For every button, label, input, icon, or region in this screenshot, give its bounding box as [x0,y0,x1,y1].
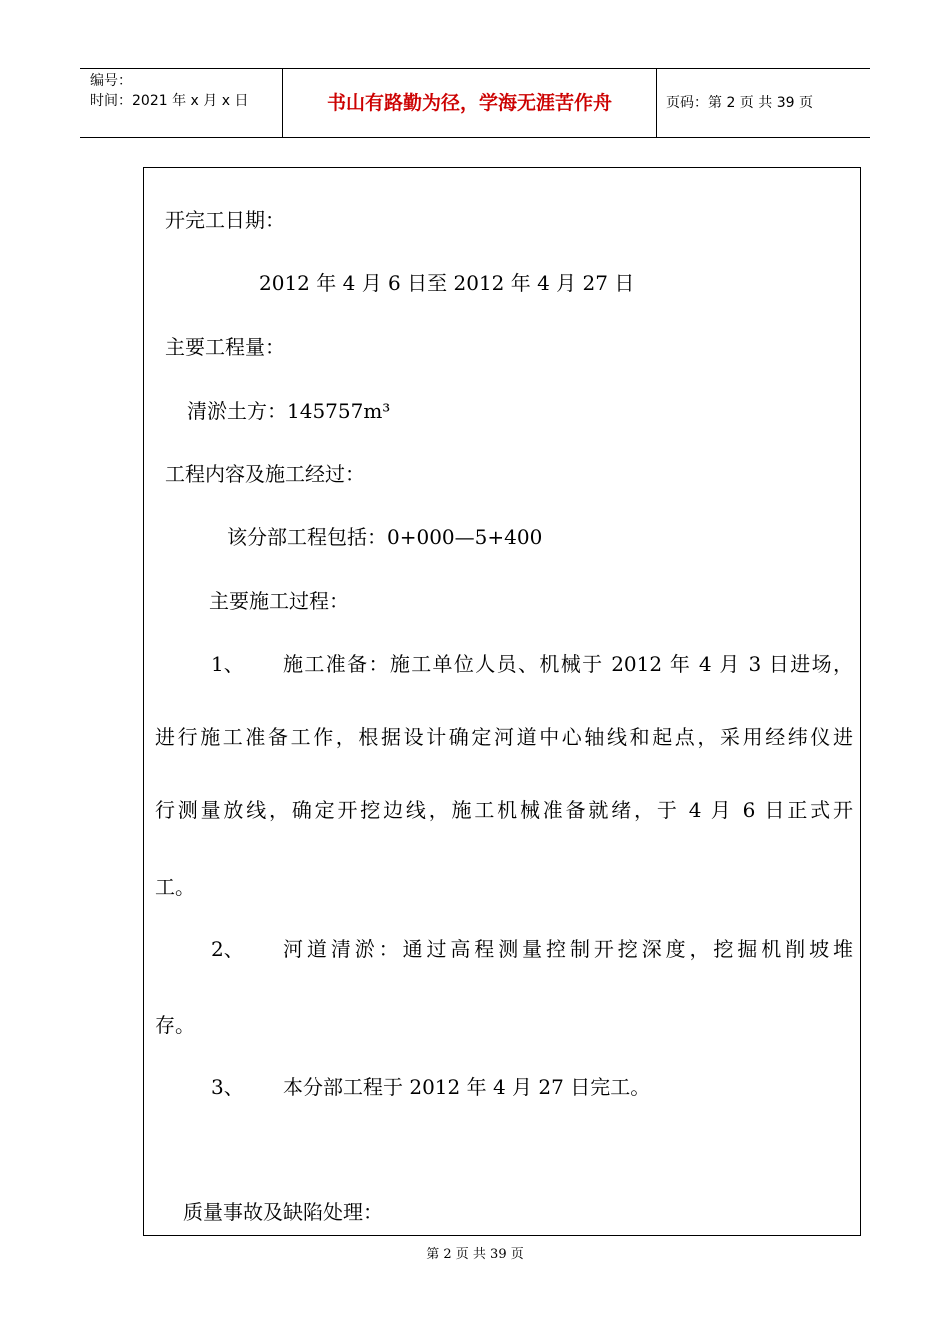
main-process-label: 主要施工过程： [209,589,349,613]
step2-line2: 存。 [155,1013,195,1037]
header-motto-cell [282,69,657,137]
step1-text: 施工准备：施工单位人员、机械于 2012 年 4 月 3 日进场， [283,652,853,676]
quality-label: 质量事故及缺陷处理： [183,1200,383,1224]
step2-text: 河道清淤：通过高程测量控制开挖深度，挖掘机削坡堆 [283,937,853,961]
scope-text: 该分部工程包括：0+000—5+400 [227,525,543,549]
step1-line4: 工。 [155,875,195,899]
quantity-label: 主要工程量： [165,335,285,359]
dates-value: 2012 年 4 月 6 日至 2012 年 4 月 27 日 [259,271,635,295]
header-motto: 书山有路勤为径，学海无涯苦作舟 [326,92,612,114]
step2-number: 2、 [211,937,244,961]
document-header [80,68,870,138]
step1-number: 1、 [211,652,244,676]
step3-number: 3、 [211,1075,244,1099]
page-footer: 第 2 页 共 39 页 [426,1247,524,1262]
quantity-value: 清淤土方：145757m³ [187,399,391,423]
content-box [143,167,861,1236]
document-number-label: 编号： [90,73,132,89]
header-page-info: 页码：第 2 页 共 39 页 [666,95,813,111]
step1-line2: 进行施工准备工作，根据设计确定河道中心轴线和起点，采用经纬仪进 [155,725,853,749]
step1-line3: 行测量放线，确定开挖边线，施工机械准备就绪，于 4 月 6 日正式开 [155,798,853,822]
header-meta-cell [80,69,281,137]
process-label: 工程内容及施工经过： [165,462,365,486]
dates-label: 开完工日期： [165,208,285,232]
step3-text: 本分部工程于 2012 年 4 月 27 日完工。 [283,1075,651,1099]
header-page-cell [656,69,870,137]
document-time: 时间：2021 年 x 月 x 日 [90,93,249,109]
